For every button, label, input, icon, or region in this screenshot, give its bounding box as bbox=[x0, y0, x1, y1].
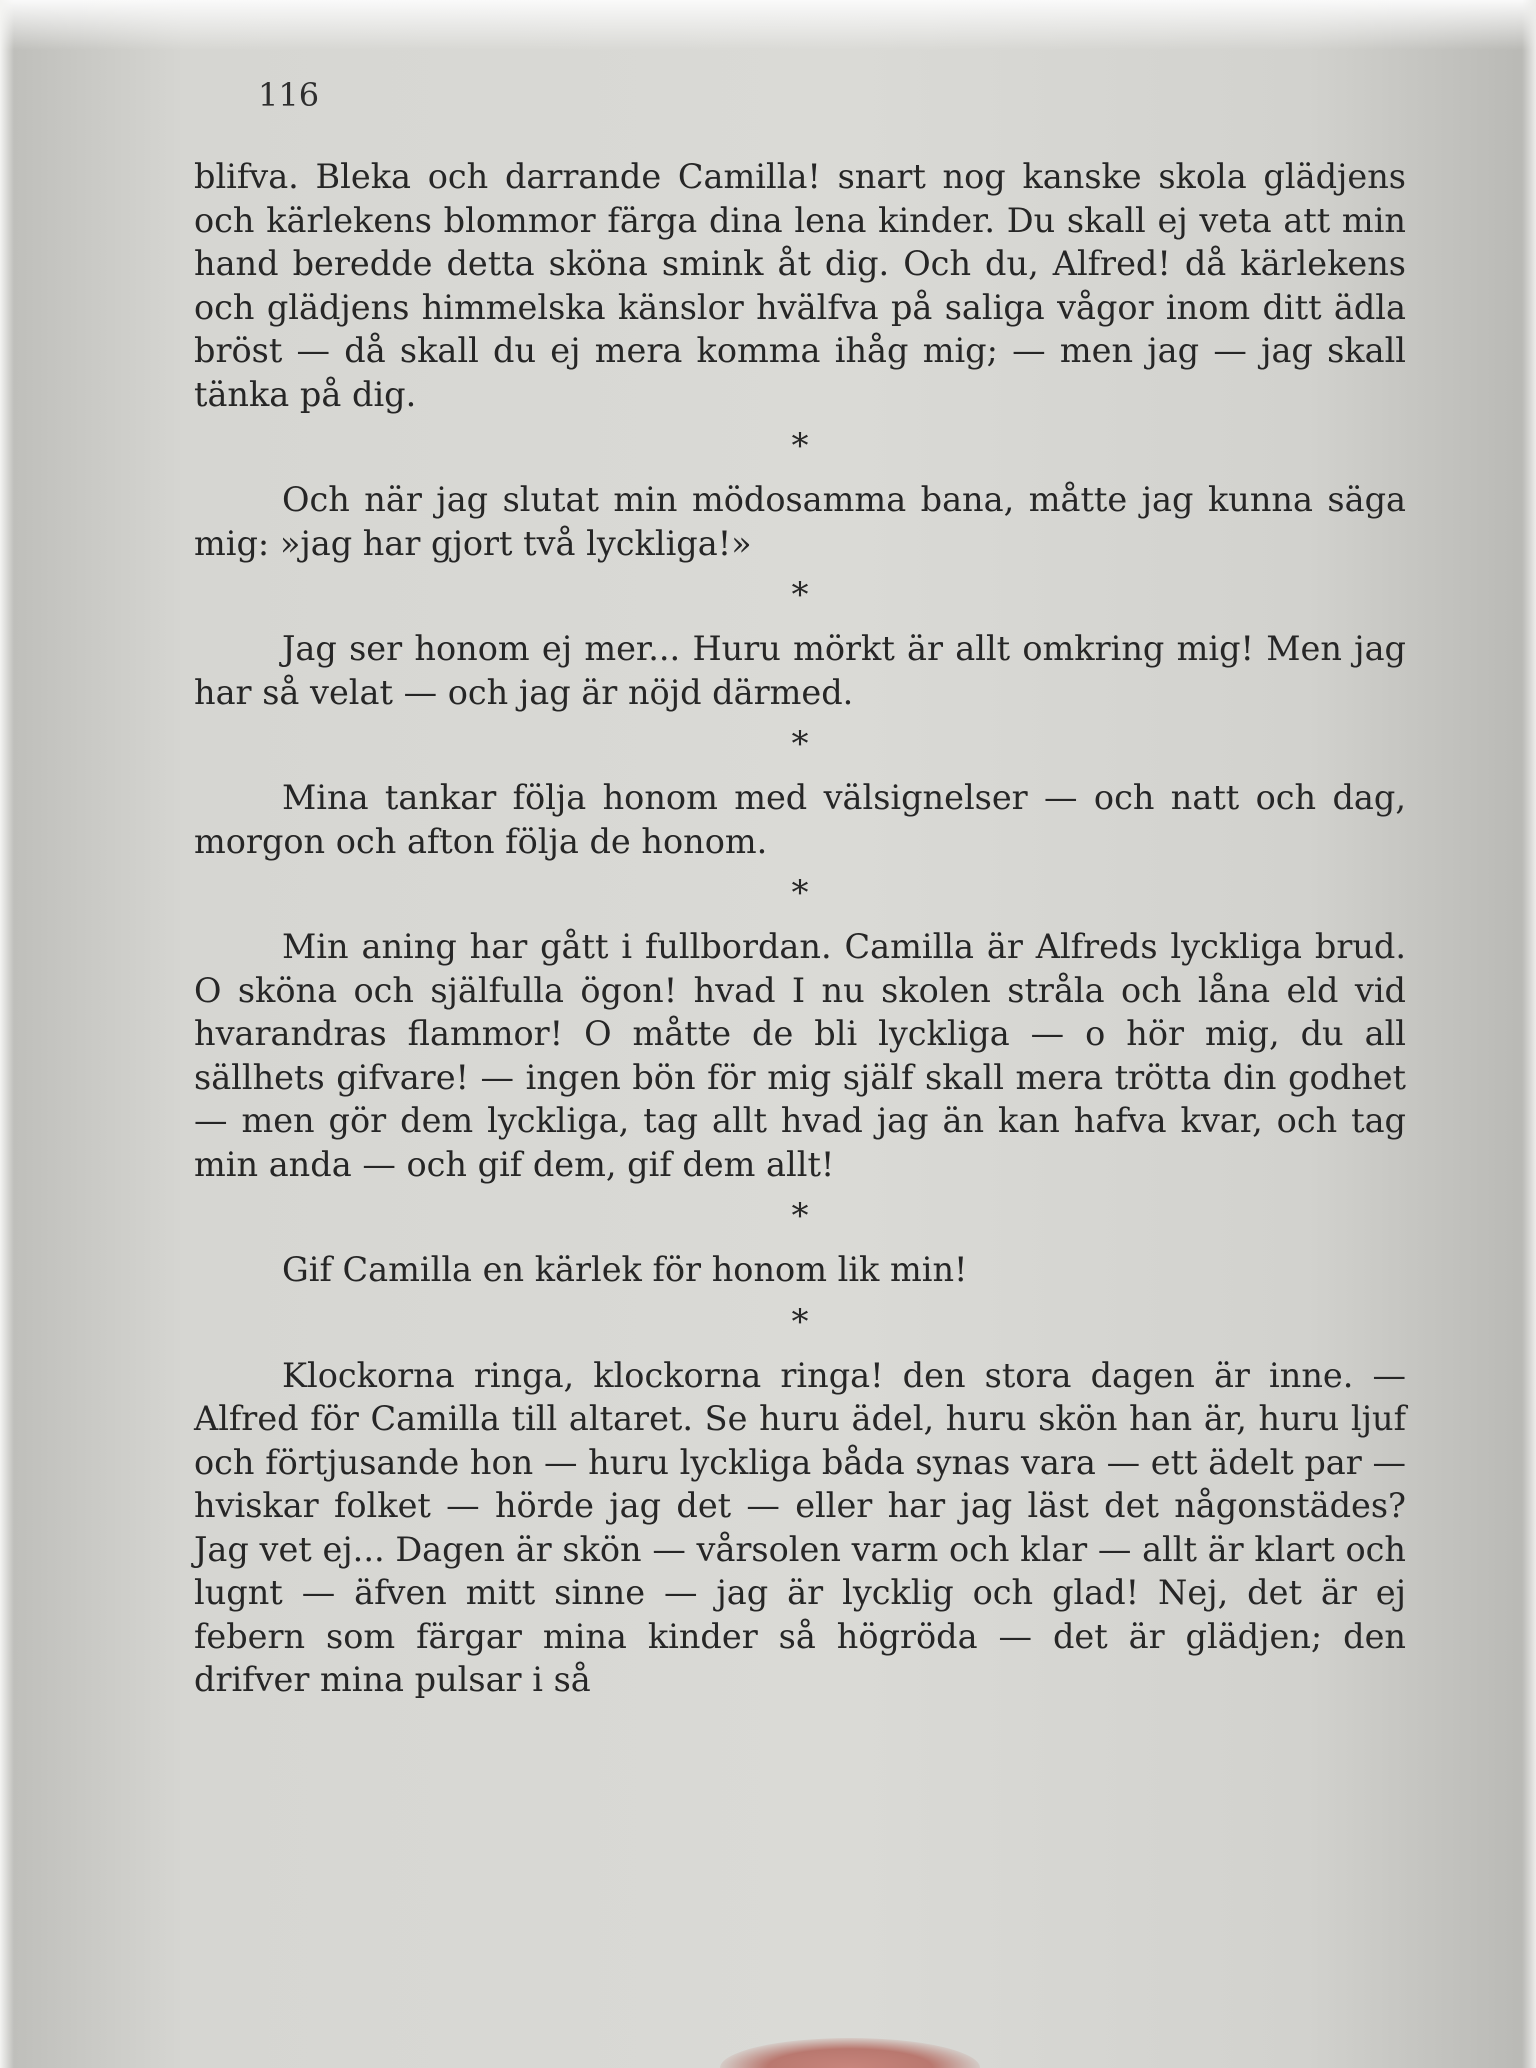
section-separator: * bbox=[791, 1196, 809, 1236]
section-separator: * bbox=[791, 575, 809, 615]
paragraph-3: Jag ser honom ej mer... Huru mörkt är allt omkring mig! Men jag har så velat — och jag är nöjd därmed. bbox=[194, 629, 1406, 712]
page-number: 116 bbox=[258, 76, 320, 114]
page-text bbox=[194, 155, 1406, 1702]
page-edge-left bbox=[0, 0, 14, 2068]
section-separator: * bbox=[791, 426, 809, 466]
section-separator: * bbox=[791, 1301, 809, 1342]
paragraph-2: Och när jag slutat min mödosamma bana, måtte jag kunna säga mig: »jag har gjort två lyckliga!» bbox=[194, 480, 1406, 563]
page-edge-right bbox=[1522, 0, 1536, 2068]
paragraph-6: Gif Camilla en kärlek för honom lik min! bbox=[282, 1250, 968, 1289]
paragraph-1: blifva. Bleka och darrande Camilla! snart nog kanske skola glädjens och kärlekens blommor färga dina lena kinder. Du skall ej veta att min hand beredde detta sköna smink åt dig. Och du, Alfred! då kärlekens och glädjens himmelska känslor hvälfva på saliga vågor inom ditt ädla bröst — då skall du ej mera komma ihåg mig; — men jag — jag skall tänka på dig. bbox=[194, 157, 1406, 414]
paragraph-5: Min aning har gått i fullbordan. Camilla är Alfreds lyckliga brud. O sköna och själfulla ögon! hvad I nu skolen stråla och låna eld vid hvarandras flammor! O måtte de bli lyckliga — o hör mig, du all sällhets gifvare! — ingen bön för mig själf skall mera trötta din godhet — men gör dem lyckliga, tag allt hvad jag än kan hafva kvar, och tag min anda — och gif dem, gif dem allt! bbox=[194, 927, 1406, 1184]
paragraph-7: Klockorna ringa, klockorna ringa! den stora dagen är inne. — Alfred för Camilla till altaret. Se huru ädel, huru skön han är, huru ljuf och förtjusande hon — huru lyckliga båda synas vara — ett ädelt par — hviskar folket — hörde jag det — eller har jag läst det någonstädes? Jag vet ej... Dagen är skön — vårsolen varm och klar — allt är klart och lugnt — äfven mitt sinne — jag är lycklig och glad! Nej, det är ej febern som färgar mina kinder så högröda — det är glädjen; den drifver mina pulsar i så bbox=[194, 1355, 1406, 1699]
section-separator: * bbox=[791, 873, 809, 913]
section-separator: * bbox=[791, 724, 809, 764]
paragraph-4: Mina tankar följa honom med välsignelser — och natt och dag, morgon och afton följa de honom. bbox=[194, 778, 1406, 861]
